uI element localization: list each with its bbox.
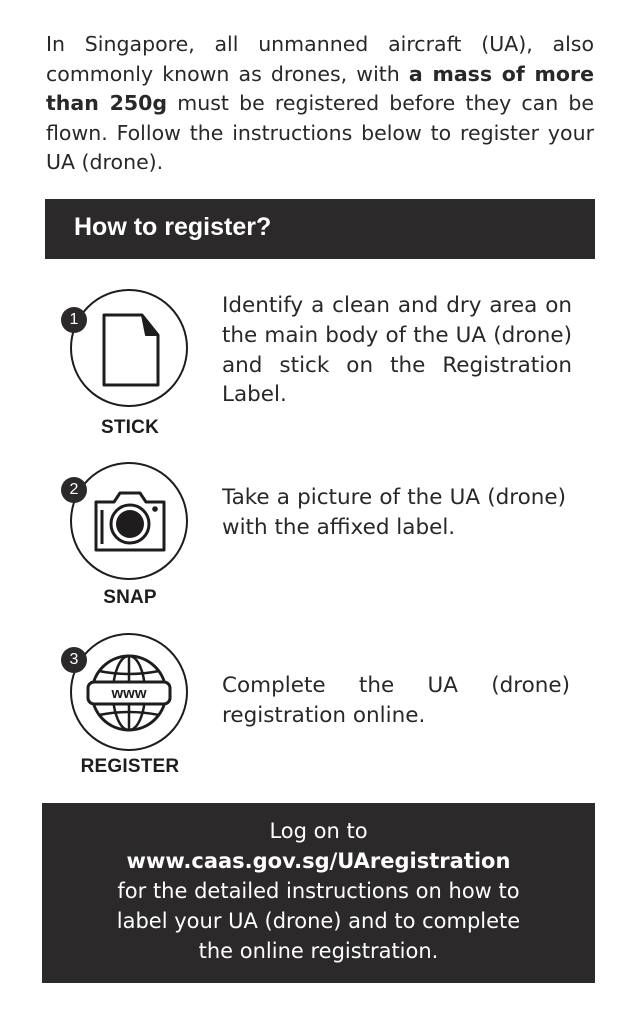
intro-text-end: must be registered before they can be flown. Follow the instructions below to register your UA (drone). [46, 91, 594, 175]
camera-icon [70, 462, 188, 580]
step-caption: SNAP [103, 587, 157, 608]
registration-url-link[interactable]: www.caas.gov.sg/UAregistration [126, 849, 511, 873]
www-label: www [111, 685, 147, 702]
heading-bar [45, 199, 595, 259]
intro-text-start: In Singapore, all unmanned aircraft (UA), also commonly known as drones, with [46, 32, 594, 86]
step-number-badge: 1 [61, 307, 87, 333]
footer-line-3: label your UA (drone) and to complete [116, 909, 521, 933]
footer-line-4: the online registration. [198, 939, 439, 963]
step-description: Identify a clean and dry area on the main body of the UA (drone) and stick on the Registration Label. [222, 293, 572, 408]
intro-paragraph [46, 30, 594, 178]
footer-line-1: Log on to [269, 819, 368, 843]
document-label-icon [70, 289, 188, 407]
footer-info-box [42, 803, 595, 983]
step-number-badge: 2 [61, 477, 87, 503]
step-description: Take a picture of the UA (drone) with the affixed label. [222, 485, 566, 540]
section-heading: How to register? [74, 213, 272, 241]
footer-line-2: for the detailed instructions on how to [117, 879, 520, 903]
step-caption: STICK [101, 417, 159, 438]
step-description: Complete the UA (drone) registration online. [222, 673, 570, 728]
step-caption: REGISTER [80, 756, 180, 777]
step-number-badge: 3 [61, 647, 87, 673]
intro-text-bold: a mass of more than 250g [46, 61, 594, 116]
